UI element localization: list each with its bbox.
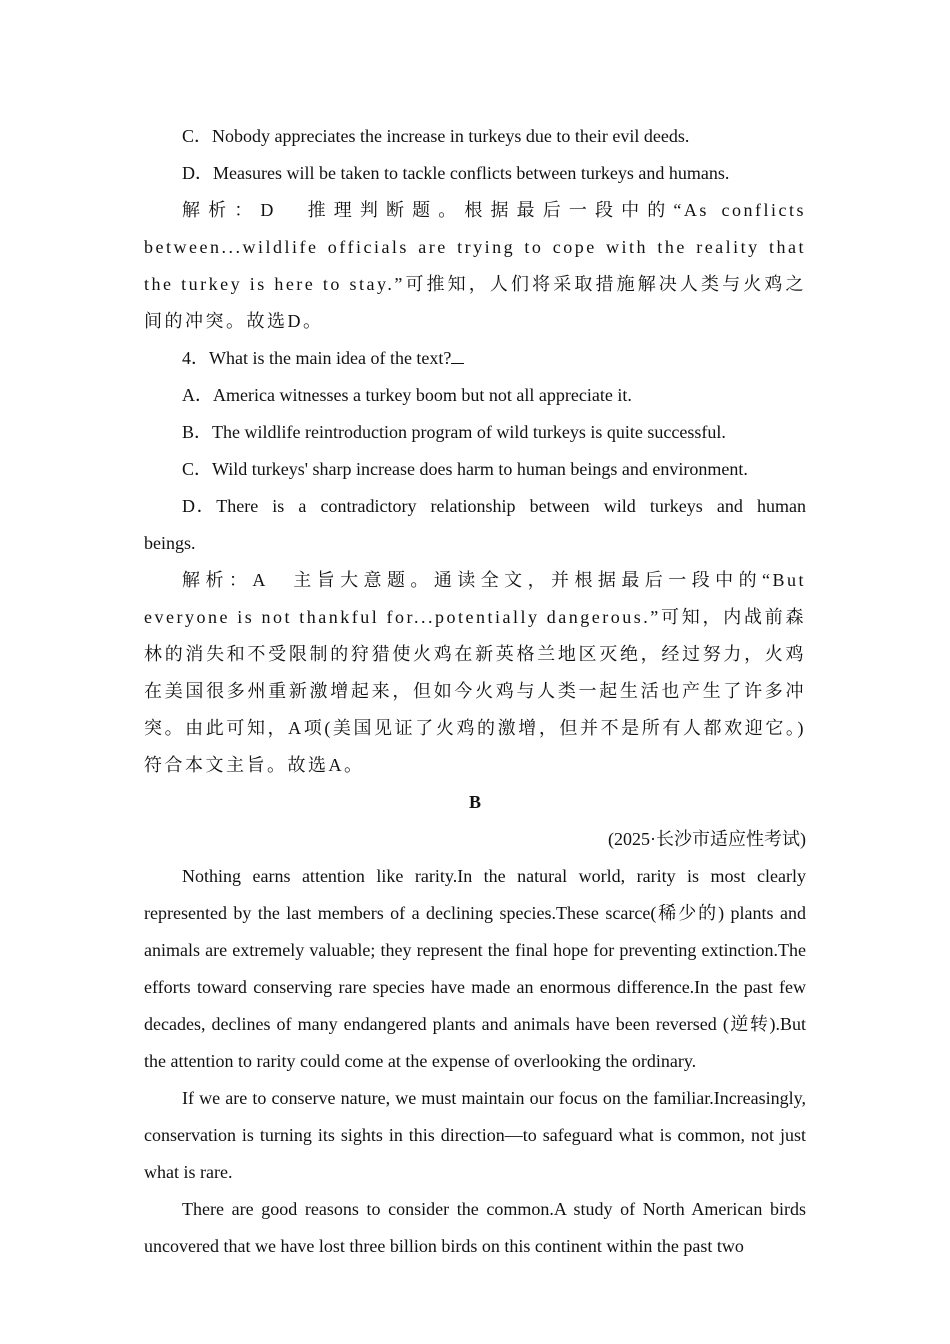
passage-source: (2025·长沙市适应性考试) — [608, 829, 806, 849]
passage-paragraph: There are good reasons to consider the common.A study of North American birds uncovered that we have lost three billion birds on this continent within the past two — [144, 1199, 806, 1256]
analysis-label: 解析： — [182, 570, 253, 590]
q3-analysis — [144, 192, 806, 340]
q4-question — [144, 340, 806, 377]
analysis-text: A 主旨大意题。通读全文，并根据最后一段中的“But everyone is not thankful for...potentially dangerous.”可知，内战前森林的消失和不受限制的狩猎使火鸡在新英格兰地区灭绝，经过努力，火鸡在美国很多州重新激增起来，但如今火鸡与人类一起生活也产生了许多冲突。由此可知，A项(美国见证了火鸡的激增，但并不是所有人都欢迎它。)符合本文主旨。故选A。 — [144, 570, 807, 775]
passage-paragraph: If we are to conserve nature, we must maintain our focus on the familiar.Increasingly, conservation is turning its sights in this direction—to safeguard what is common, not just what is rare. — [144, 1088, 806, 1182]
document-page — [144, 118, 806, 1265]
section-heading: B — [468, 792, 481, 812]
q4-option-c: C．Wild turkeys' sharp increase does harm to human beings and environment. — [182, 459, 748, 479]
q4-option-a: A．America witnesses a turkey boom but not all appreciate it. — [182, 385, 632, 405]
q4-option-b: B．The wildlife reintroduction program of wild turkeys is quite successful. — [182, 422, 726, 442]
analysis-label: 解析： — [182, 200, 261, 220]
q3-option-d: D．Measures will be taken to tackle conflicts between turkeys and humans. — [182, 163, 730, 183]
q4-option-d: D．There is a contradictory relationship between wild turkeys and human beings. — [144, 496, 806, 553]
analysis-text: D 推理判断题。根据最后一段中的“As conflicts between...wildlife officials are trying to cope with the reality that the turkey is here to stay.”可推知，人们将采取措施解决人类与火鸡之间的冲突。故选D。 — [144, 200, 806, 331]
q3-option-c: C．Nobody appreciates the increase in turkeys due to their evil deeds. — [182, 126, 690, 146]
q4-analysis — [144, 562, 806, 784]
passage-paragraph: Nothing earns attention like rarity.In the natural world, rarity is most clearly represented by the last members of a declining species.These scarce(稀少的) plants and animals are extremely valuable; they represent the final hope for preventing extinction.The efforts toward conserving rare species have made an enormous difference.In the past few decades, declines of many endangered plants and animals have been reversed (逆转).But the attention to rarity could come at the expense of overlooking the ordinary. — [144, 866, 806, 1071]
answer-blank — [451, 347, 464, 364]
question-text: 4．What is the main idea of the text? — [182, 348, 452, 368]
